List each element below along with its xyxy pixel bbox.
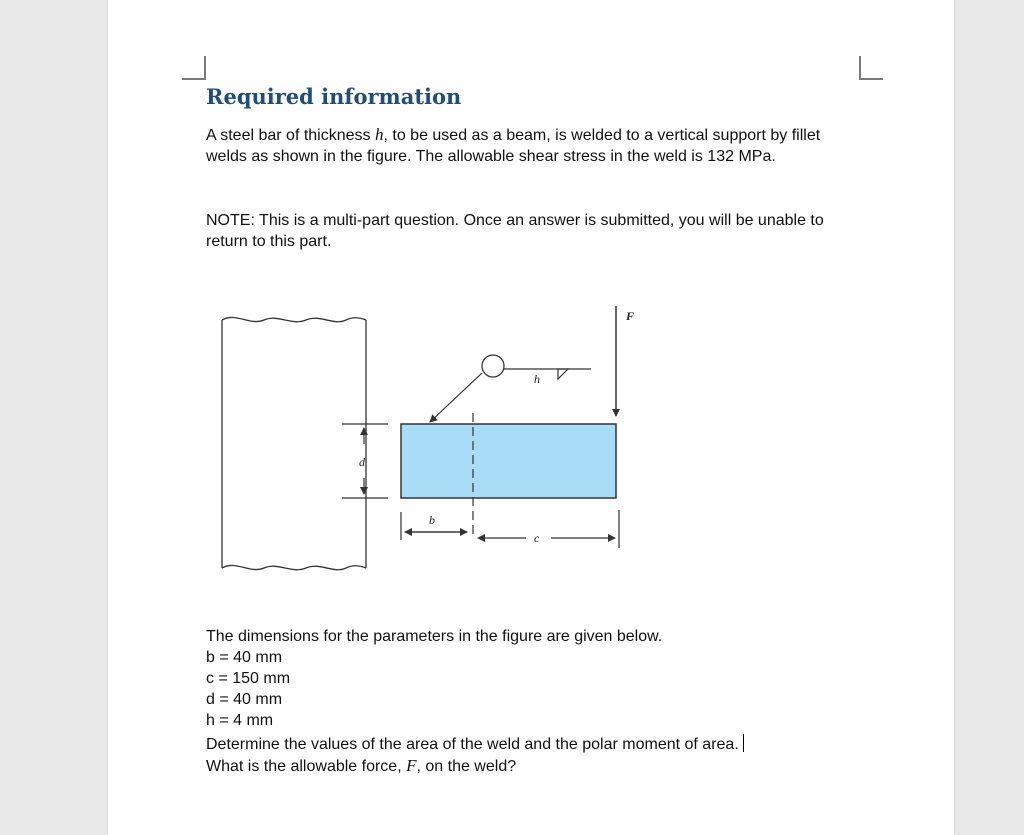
parameter-h: h = 4 mm bbox=[206, 712, 274, 729]
figure-label-b: b bbox=[429, 513, 435, 527]
weld-diagram bbox=[216, 298, 635, 582]
question-text-1: Determine the values of the area of the weld and the polar moment of area. bbox=[206, 736, 739, 753]
note-paragraph: NOTE: This is a multi-part question. Once an answer is submitted, you will be unable to return to this part. bbox=[206, 212, 824, 250]
question-block bbox=[206, 734, 866, 777]
dimension-c bbox=[478, 510, 619, 548]
dimension-d bbox=[342, 424, 388, 498]
section-heading: Required information bbox=[206, 84, 462, 109]
figure-label-d: d bbox=[359, 455, 365, 469]
weld-symbol bbox=[430, 355, 591, 422]
intro-paragraph bbox=[206, 124, 846, 167]
parameter-d: d = 40 mm bbox=[206, 691, 283, 708]
margin-corner-top-right bbox=[859, 56, 883, 80]
figure-label-c: c bbox=[534, 531, 540, 545]
text-cursor bbox=[743, 734, 744, 752]
dimension-b bbox=[401, 512, 467, 540]
vertical-support bbox=[222, 317, 366, 569]
steel-bar bbox=[401, 424, 616, 498]
margin-corner-top-left bbox=[182, 56, 206, 80]
question-text-2a: What is the allowable force, bbox=[206, 758, 407, 775]
question-variable-f: F bbox=[406, 756, 417, 775]
question-line-2 bbox=[206, 755, 866, 777]
intro-text-part2: , to be used as a beam, is welded to a vertical support by fillet welds as shown in the figure. The allowable shear stress in the weld is 132 MPa. bbox=[206, 127, 821, 165]
intro-variable-h: h bbox=[374, 125, 384, 144]
parameters-block bbox=[206, 626, 846, 731]
intro-text-part1: A steel bar of thickness bbox=[206, 127, 375, 144]
force-arrow bbox=[616, 306, 634, 416]
parameters-intro: The dimensions for the parameters in the figure are given below. bbox=[206, 628, 663, 645]
weld-figure bbox=[216, 298, 635, 582]
figure-label-f: F bbox=[626, 309, 635, 323]
question-text-2b: , on the weld? bbox=[416, 758, 517, 775]
question-line-1 bbox=[206, 734, 866, 755]
figure-label-h: h bbox=[534, 372, 540, 386]
parameter-c: c = 150 mm bbox=[206, 670, 291, 687]
document-page bbox=[108, 0, 954, 835]
parameter-b: b = 40 mm bbox=[206, 649, 283, 666]
